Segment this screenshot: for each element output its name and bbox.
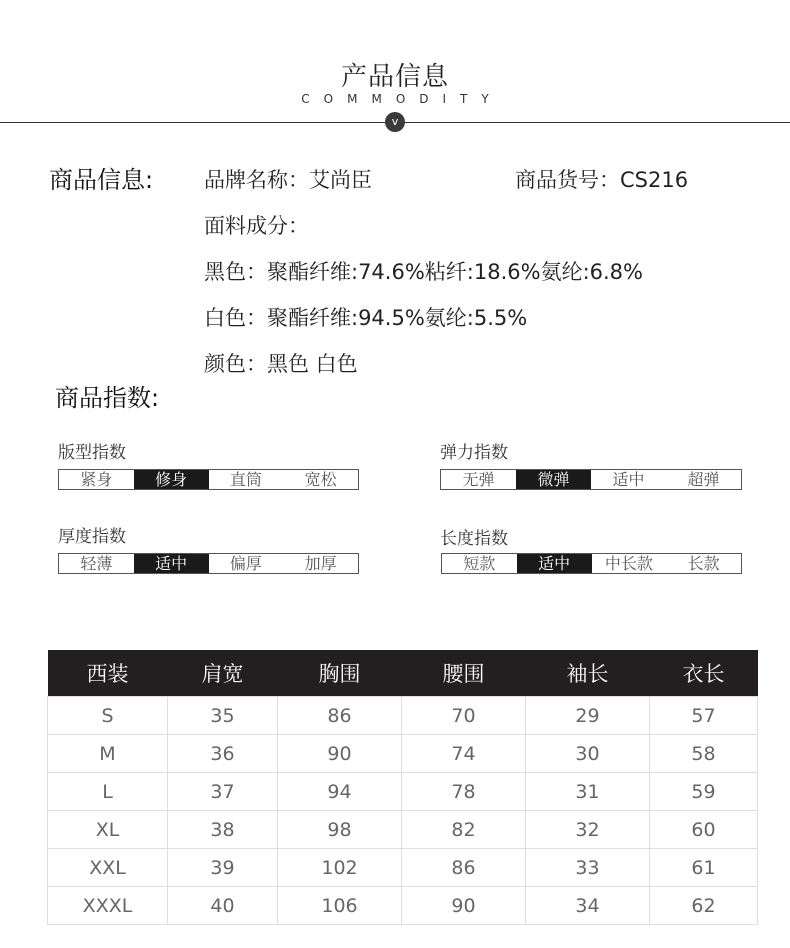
scale-option: 宽松 — [304, 470, 337, 489]
fabric-label: 面料成分： — [204, 214, 309, 238]
table-cell: 106 — [278, 887, 402, 925]
table-cell: 90 — [278, 735, 402, 773]
scale-option: 无弹 — [462, 470, 495, 489]
table-row — [48, 849, 758, 887]
column-header: 衣长 — [650, 650, 758, 697]
table-cell: XXL — [48, 849, 168, 887]
table-row — [48, 811, 758, 849]
table-row — [48, 887, 758, 925]
fabric-white: 白色：聚酯纤维:94.5%氨纶:5.5% — [204, 306, 528, 330]
scale-option: 直筒 — [229, 470, 262, 489]
table-cell: 86 — [278, 697, 402, 735]
scale-option: 加厚 — [304, 554, 337, 573]
length-index-scale — [441, 553, 742, 574]
table-cell: 59 — [650, 773, 758, 811]
scale-option: 偏厚 — [229, 554, 262, 573]
colors: 颜色：黑色 白色 — [204, 352, 358, 376]
table-cell: 38 — [168, 811, 278, 849]
table-cell: 82 — [402, 811, 526, 849]
thickness-index-title: 厚度指数 — [58, 527, 126, 547]
fit-index-title: 版型指数 — [58, 443, 126, 463]
table-cell: 57 — [650, 697, 758, 735]
stretch-index-scale — [440, 469, 742, 490]
table-cell: 29 — [526, 697, 650, 735]
item-number: 商品货号：CS216 — [515, 168, 689, 192]
scale-option: 轻薄 — [80, 554, 113, 573]
table-cell: 58 — [650, 735, 758, 773]
section-subtitle: COMMODITY — [301, 92, 503, 106]
scale-option: 适中 — [517, 554, 592, 573]
fabric-black: 黑色：聚酯纤维:74.6%粘纤:18.6%氨纶:6.8% — [204, 260, 643, 284]
brand-name: 品牌名称：艾尚臣 — [204, 168, 372, 192]
stretch-index-title: 弹力指数 — [440, 443, 508, 463]
table-cell: 37 — [168, 773, 278, 811]
table-cell: 94 — [278, 773, 402, 811]
scale-option: 修身 — [134, 470, 209, 489]
scale-option: 适中 — [134, 554, 209, 573]
table-cell: 86 — [402, 849, 526, 887]
scale-option: 微弹 — [516, 470, 591, 489]
table-cell: L — [48, 773, 168, 811]
table-cell: 39 — [168, 849, 278, 887]
table-cell: 30 — [526, 735, 650, 773]
index-label: 商品指数: — [55, 384, 160, 412]
table-cell: XXXL — [48, 887, 168, 925]
table-cell: XL — [48, 811, 168, 849]
scale-option: 超弹 — [687, 470, 720, 489]
column-header: 西装 — [48, 650, 168, 697]
table-cell: 78 — [402, 773, 526, 811]
thickness-index-scale — [58, 553, 359, 574]
column-header: 袖长 — [526, 650, 650, 697]
table-cell: M — [48, 735, 168, 773]
section-title: 产品信息 — [340, 62, 449, 92]
table-cell: 70 — [402, 697, 526, 735]
table-cell: 31 — [526, 773, 650, 811]
table-cell: 90 — [402, 887, 526, 925]
table-cell: 60 — [650, 811, 758, 849]
table-cell: 34 — [526, 887, 650, 925]
info-label: 商品信息: — [49, 166, 154, 194]
table-header-row — [48, 650, 758, 697]
table-cell: 36 — [168, 735, 278, 773]
scale-option: 短款 — [463, 554, 496, 573]
column-header: 肩宽 — [168, 650, 278, 697]
scale-option: 长款 — [687, 554, 720, 573]
table-cell: 33 — [526, 849, 650, 887]
column-header: 腰围 — [402, 650, 526, 697]
size-table — [47, 650, 758, 925]
column-header: 胸围 — [278, 650, 402, 697]
table-row — [48, 773, 758, 811]
table-cell: 98 — [278, 811, 402, 849]
table-cell: 102 — [278, 849, 402, 887]
length-index-title: 长度指数 — [440, 529, 508, 549]
table-cell: 40 — [168, 887, 278, 925]
table-cell: 74 — [402, 735, 526, 773]
scale-option: 适中 — [612, 470, 645, 489]
table-cell: 35 — [168, 697, 278, 735]
fit-index-scale — [58, 469, 359, 490]
chevron-down-icon: v — [385, 112, 405, 132]
table-cell: S — [48, 697, 168, 735]
scale-option: 紧身 — [80, 470, 113, 489]
table-cell: 61 — [650, 849, 758, 887]
table-row — [48, 735, 758, 773]
table-row — [48, 697, 758, 735]
scale-option: 中长款 — [604, 554, 653, 573]
table-cell: 62 — [650, 887, 758, 925]
table-cell: 32 — [526, 811, 650, 849]
